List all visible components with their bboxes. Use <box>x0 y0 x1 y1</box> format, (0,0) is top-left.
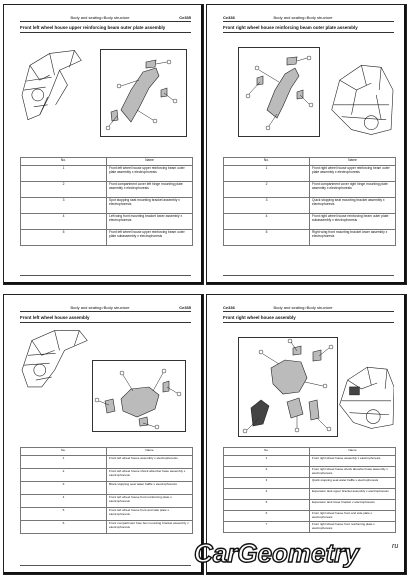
part-name: Front compartment cover right hinge mounting plate assembly x electrophoresis <box>310 182 396 198</box>
part-name: Front left wheel house assembly x electrophoresis <box>107 456 193 469</box>
cargeometry-logo <box>190 538 408 568</box>
header-code: Ce336 <box>223 305 235 310</box>
manual-page-3 <box>4 295 203 574</box>
manual-page-4 <box>207 295 406 574</box>
part-no: 5 <box>21 508 107 521</box>
body-structure-illustration <box>223 325 394 440</box>
header-section: Body and seating>Body structure <box>70 305 130 310</box>
part-name: Spot stopping seat mounting bracket assembly x electrophoresis <box>107 198 193 214</box>
part-no: 5 <box>224 230 310 246</box>
part-no: 3 <box>224 198 310 214</box>
table-header-row <box>224 158 396 166</box>
part-name: Front compartment cover left hinge mounting plate assembly x electrophoresis <box>107 182 193 198</box>
part-no: 4 <box>224 214 310 230</box>
part-name: Front left wheel house upper reinforcing beam outer plate subassembly x electrophoresis <box>107 230 193 246</box>
table-row <box>224 489 396 500</box>
body-structure-illustration <box>20 35 191 150</box>
table-row <box>224 166 396 182</box>
part-no: 4 <box>21 214 107 230</box>
table-row <box>224 467 396 478</box>
body-structure-illustration <box>20 325 191 440</box>
table-row <box>224 230 396 246</box>
part-no: 3 <box>224 478 310 489</box>
header-section: Body and seating>Body structure <box>273 305 333 310</box>
part-name: Front right wheel house assembly x electrophoresis <box>310 456 396 467</box>
table-row <box>224 214 396 230</box>
part-name: Front right wheel house reinforcing beam outer plate subassembly x electrophoresis <box>310 214 396 230</box>
header-section: Body and seating>Body structure <box>70 15 130 20</box>
exploded-parts-inset <box>92 360 186 432</box>
table-row <box>21 456 193 469</box>
header-rule <box>223 311 394 312</box>
part-no: 4 <box>224 489 310 500</box>
part-name: Left wing front mounting bracket lower assembly x electrophoresis <box>107 214 193 230</box>
part-no: 6 <box>224 511 310 522</box>
part-name: Front left wheel house front reinforcing plate x electrophoresis <box>107 495 193 508</box>
part-name: Front left wheel house upper reinforcing beam outer plate assembly x electrophoresis <box>107 166 193 182</box>
part-name: Front right wheel house upper reinforcing beam outer plate assembly x electrophoresis <box>310 166 396 182</box>
part-no: 5 <box>21 230 107 246</box>
table-row <box>224 198 396 214</box>
table-row <box>21 214 193 230</box>
page-title: Front right wheel house reinforcing beam outer plate assembly <box>223 25 358 30</box>
page-header <box>223 14 394 21</box>
exploded-parts-inset <box>238 47 320 137</box>
part-no: 2 <box>224 467 310 478</box>
table-row <box>224 522 396 533</box>
part-no: 1 <box>21 456 107 469</box>
title-rule <box>20 32 191 33</box>
part-name: Block stopping seat water baffle x electrophoresis <box>107 482 193 495</box>
footer-rule <box>20 275 191 276</box>
table-row <box>224 511 396 522</box>
table-row <box>224 182 396 198</box>
parts-table <box>223 447 396 533</box>
logo-text: CarGeometry <box>194 538 359 568</box>
col-name: Name <box>107 158 193 166</box>
page-header <box>20 14 191 21</box>
manual-page-1 <box>4 5 203 284</box>
table-row <box>21 230 193 246</box>
page-header <box>223 304 394 311</box>
title-rule <box>223 32 394 33</box>
header-code: Ce336 <box>223 15 235 20</box>
page-title: Front right wheel house assembly <box>223 315 296 320</box>
part-no: 1 <box>224 166 310 182</box>
part-no: 4 <box>21 495 107 508</box>
table-header-row <box>21 158 193 166</box>
table-row <box>21 166 193 182</box>
part-name: Front right wheel house front reinforcing plate x electrophoresis <box>310 522 396 533</box>
parts-table <box>20 447 193 534</box>
page-title: Front left wheel house assembly <box>20 315 90 320</box>
exploded-parts-inset <box>100 49 187 137</box>
table-row <box>224 478 396 489</box>
table-row <box>224 500 396 511</box>
col-no: No. <box>21 158 107 166</box>
footer-rule <box>20 565 191 566</box>
logo-trademark: ru <box>392 543 399 550</box>
body-structure-illustration <box>223 35 394 150</box>
table-row <box>21 469 193 482</box>
table-row <box>21 495 193 508</box>
header-section: Body and seating>Body structure <box>273 15 333 20</box>
manual-page-2 <box>207 5 406 284</box>
table-row <box>224 456 396 467</box>
header-rule <box>223 21 394 22</box>
part-no: 2 <box>224 182 310 198</box>
part-name: Front compartment fuse box mounting bracket assembly x electrophoresis <box>107 521 193 534</box>
exploded-parts-inset <box>238 337 338 437</box>
table-row <box>21 508 193 521</box>
part-name: Front left wheel house shock absorber base assembly x electrophoresis <box>107 469 193 482</box>
parts-table <box>20 157 193 246</box>
col-name: Name <box>310 448 396 456</box>
table-header-row <box>21 448 193 456</box>
table-row <box>21 182 193 198</box>
part-no: 3 <box>21 482 107 495</box>
part-name: Front right wheel house shock absorber base assembly x electrophoresis <box>310 467 396 478</box>
part-name: Right wing front mounting bracket lower assembly x electrophoresis <box>310 230 396 246</box>
part-name: Expansion tank lower bracket x electrophoresis <box>310 500 396 511</box>
header-code: Ce335 <box>179 15 191 20</box>
part-no: 2 <box>21 469 107 482</box>
part-no: 7 <box>224 522 310 533</box>
part-name: Expansion tank upper bracket assembly x electrophoresis <box>310 489 396 500</box>
part-name: Quick stopping seat water baffle x electrophoresis <box>310 478 396 489</box>
col-name: Name <box>107 448 193 456</box>
col-no: No. <box>21 448 107 456</box>
header-rule <box>20 311 191 312</box>
part-name: Front right wheel house front and side plate x electrophoresis <box>310 511 396 522</box>
part-no: 1 <box>21 166 107 182</box>
part-no: 6 <box>21 521 107 534</box>
col-name: Name <box>310 158 396 166</box>
table-row <box>21 482 193 495</box>
page-title: Front left wheel house upper reinforcing beam outer plate assembly <box>20 25 166 30</box>
header-code: Ce335 <box>179 305 191 310</box>
part-no: 5 <box>224 500 310 511</box>
table-header-row <box>224 448 396 456</box>
title-rule <box>20 322 191 323</box>
page-header <box>20 304 191 311</box>
part-no: 3 <box>21 198 107 214</box>
part-no: 1 <box>224 456 310 467</box>
footer-rule <box>223 275 394 276</box>
header-rule <box>20 21 191 22</box>
title-rule <box>223 322 394 323</box>
part-name: Front left wheel house front and side plate x electrophoresis <box>107 508 193 521</box>
table-row <box>21 521 193 534</box>
table-row <box>21 198 193 214</box>
part-name: Quick stopping seat mounting bracket assembly x electrophoresis <box>310 198 396 214</box>
col-no: No. <box>224 448 310 456</box>
part-no: 2 <box>21 182 107 198</box>
col-no: No. <box>224 158 310 166</box>
parts-table <box>223 157 396 246</box>
